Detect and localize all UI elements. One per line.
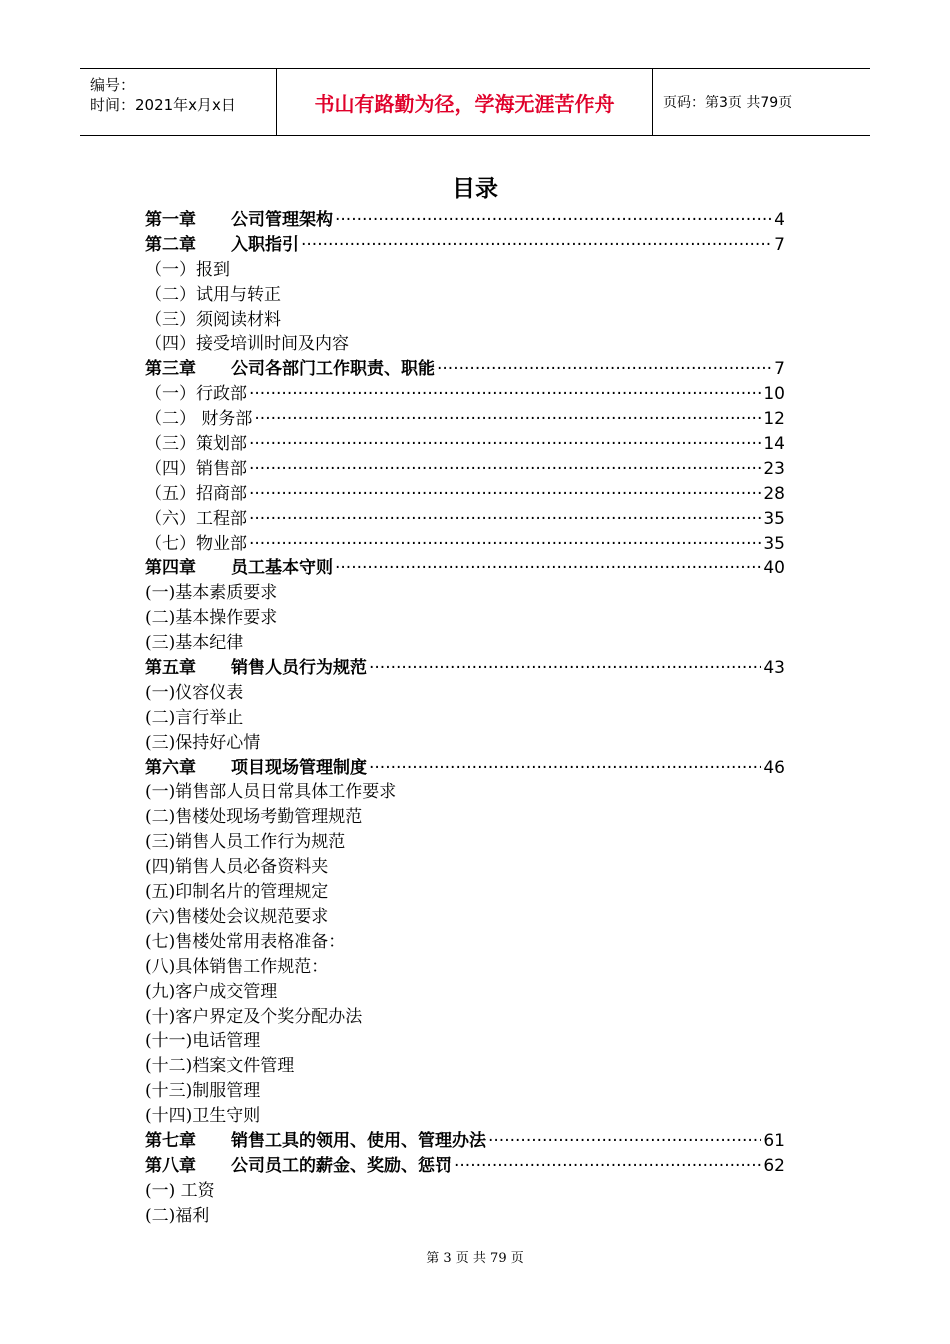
toc-section-title: (三)基本纪律 [145,633,244,654]
toc-section-title: (一)基本素质要求 [145,583,278,604]
toc-section-entry[interactable] [145,905,785,930]
toc-page-number: 61 [763,1130,785,1151]
header-time: 时间：2021年x月x日 [90,96,236,114]
toc-section-entry[interactable] [145,1204,785,1229]
toc-page-number: 4 [774,210,785,230]
toc-dot-leader [369,656,761,681]
toc-chapter-number: 第八章 [145,1155,196,1176]
toc-chapter-entry[interactable] [145,556,785,581]
toc-section-entry[interactable] [145,955,785,980]
toc-section-title: (六)售楼处会议规范要求 [145,906,329,927]
toc-dot-leader [249,432,761,457]
toc-page-number: 40 [763,558,785,579]
toc-dot-leader [249,507,761,532]
page-footer: 第 3 页 共 79 页 [426,1251,524,1266]
toc-page-number: 14 [763,434,785,455]
header-meta [80,69,277,135]
toc-chapter-title: 销售人员行为规范 [231,658,367,679]
toc-section-entry[interactable] [145,1005,785,1030]
toc-section-entry[interactable] [145,1079,785,1104]
toc-section-entry[interactable] [145,457,785,482]
toc-dot-leader [254,407,761,432]
toc-section-entry[interactable] [145,681,785,706]
toc-chapter-number: 第七章 [145,1130,196,1151]
page-header [80,68,870,136]
toc-section-title: （六）工程部 [145,508,247,529]
header-motto: 书山有路勤为径，学海无涯苦作舟 [277,69,653,135]
toc-dot-leader [437,357,772,382]
toc-section-entry[interactable] [145,308,785,333]
toc-chapter-number: 第四章 [145,558,196,579]
toc-chapter-title: 公司员工的薪金、奖励、惩罚 [231,1155,452,1176]
toc-section-entry[interactable] [145,1029,785,1054]
toc-section-entry[interactable] [145,432,785,457]
toc-chapter-number: 第六章 [145,757,196,778]
toc-chapter-title: 公司各部门工作职责、职能 [231,359,435,380]
toc-chapter-number: 第一章 [145,210,196,230]
toc-section-entry[interactable] [145,532,785,557]
toc-title: 目录 [452,176,498,202]
toc-chapter-title: 项目现场管理制度 [231,757,367,778]
toc-chapter-entry[interactable] [145,233,785,258]
toc-page-number: 62 [763,1155,785,1176]
toc-section-title: (三)保持好心情 [145,732,261,753]
toc-chapter-number: 第三章 [145,359,196,380]
toc-section-entry[interactable] [145,980,785,1005]
toc-section-entry[interactable] [145,407,785,432]
toc-section-title: (七)售楼处常用表格准备： [145,931,346,952]
toc-section-title: (二)售楼处现场考勤管理规范 [145,807,363,828]
toc-section-title: (一) 工资 [145,1180,215,1201]
toc-section-title: (二)言行举止 [145,707,244,728]
toc-section-title: (五)印制名片的管理规定 [145,882,329,903]
toc-section-entry[interactable] [145,706,785,731]
toc-page-number: 28 [763,483,785,504]
toc-section-entry[interactable] [145,631,785,656]
toc-section-title: （四）接受培训时间及内容 [145,334,349,355]
toc-chapter-title: 销售工具的领用、使用、管理办法 [231,1130,486,1151]
toc-dot-leader [454,1154,761,1179]
toc-section-entry[interactable] [145,283,785,308]
toc-page-number: 35 [763,508,785,529]
toc-section-title: （一）报到 [145,259,230,280]
toc-chapter-entry[interactable] [145,357,785,382]
toc-page-number: 7 [774,234,785,255]
toc-section-title: (十四)卫生守则 [145,1106,261,1127]
toc-section-entry[interactable] [145,731,785,756]
toc-section-title: （二）试用与转正 [145,284,281,305]
toc-dot-leader [369,756,761,781]
toc-section-title: （四）销售部 [145,458,247,479]
toc-dot-leader [249,482,761,507]
toc-section-title: （三）策划部 [145,434,247,455]
toc-section-title: (二)福利 [145,1205,210,1226]
toc-section-title: (三)销售人员工作行为规范 [145,832,346,853]
toc-section-entry[interactable] [145,332,785,357]
toc-section-title: (八)具体销售工作规范： [145,956,329,977]
toc-page-number: 23 [763,458,785,479]
toc-chapter-title: 公司管理架构 [231,210,333,230]
toc-section-title: （五）招商部 [145,483,247,504]
toc-section-entry[interactable] [145,805,785,830]
toc-section-entry[interactable] [145,258,785,283]
toc-section-title: (九)客户成交管理 [145,981,278,1002]
toc-section-entry[interactable] [145,930,785,955]
toc-page-number: 35 [763,533,785,554]
toc-section-title: (十三)制服管理 [145,1081,261,1102]
toc-section-title: (十二)档案文件管理 [145,1056,295,1077]
toc-dot-leader [249,532,761,557]
toc-section-entry[interactable] [145,581,785,606]
toc-chapter-entry[interactable] [145,1154,785,1179]
toc-section-title: (一)销售部人员日常具体工作要求 [145,782,397,803]
toc-section-entry[interactable] [145,780,785,805]
toc-section-title: （七）物业部 [145,533,247,554]
toc-chapter-title: 员工基本守则 [231,558,333,579]
toc-page-number: 7 [774,359,785,380]
toc-page-number: 10 [763,384,785,405]
toc-section-entry[interactable] [145,382,785,407]
toc-section-entry[interactable] [145,1054,785,1079]
table-of-contents [145,208,785,1229]
toc-section-entry[interactable] [145,1179,785,1204]
toc-section-entry[interactable] [145,606,785,631]
toc-section-title: （二） 财务部 [145,409,253,430]
toc-section-entry[interactable] [145,880,785,905]
toc-dot-leader [335,208,772,233]
toc-page-number: 12 [763,409,785,430]
toc-dot-leader [301,233,772,258]
toc-section-title: (二)基本操作要求 [145,608,278,629]
toc-section-title: (一)仪容仪表 [145,682,244,703]
toc-section-title: (四)销售人员必备资料夹 [145,857,329,878]
toc-dot-leader [335,556,761,581]
header-page-info: 页码：第3页 共79页 [663,95,793,111]
toc-dot-leader [249,382,761,407]
toc-chapter-number: 第五章 [145,658,196,679]
toc-section-entry[interactable] [145,482,785,507]
toc-chapter-entry[interactable] [145,756,785,781]
toc-section-entry[interactable] [145,507,785,532]
toc-chapter-entry[interactable] [145,208,785,233]
toc-page-number: 46 [763,757,785,778]
toc-section-entry[interactable] [145,855,785,880]
toc-chapter-entry[interactable] [145,656,785,681]
toc-section-entry[interactable] [145,1104,785,1129]
toc-section-title: （一）行政部 [145,384,247,405]
toc-section-entry[interactable] [145,830,785,855]
toc-chapter-number: 第二章 [145,234,196,255]
toc-chapter-title: 入职指引 [231,234,299,255]
toc-page-number: 43 [763,658,785,679]
toc-section-title: （三）须阅读材料 [145,309,281,330]
header-code: 编号： [90,76,136,94]
toc-chapter-entry[interactable] [145,1129,785,1154]
toc-dot-leader [249,457,761,482]
toc-section-title: (十)客户界定及个奖分配办法 [145,1006,363,1027]
toc-dot-leader [488,1129,761,1154]
toc-section-title: (十一)电话管理 [145,1031,261,1052]
